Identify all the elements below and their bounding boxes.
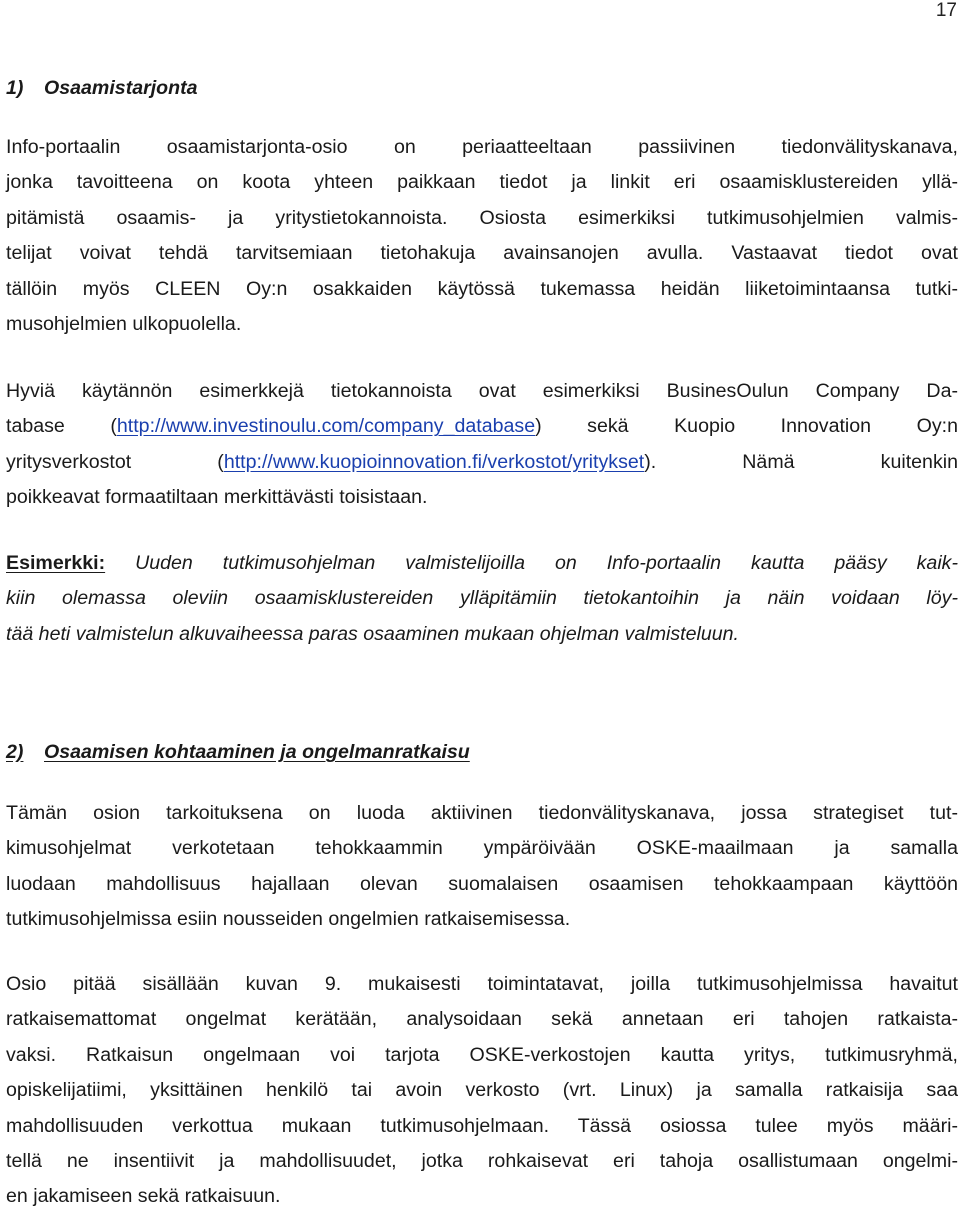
paragraph-line: tellä ne insentiivit ja mahdollisuudet, jotka rohkaisevat eri tahoja osallistumaan ongelmi- — [6, 1149, 958, 1172]
paragraph-line: vaksi. Ratkaisun ongelmaan voi tarjota OSKE-verkostojen kautta yritys, tutkimusryhmä, — [6, 1043, 958, 1066]
paragraph-line: tutkimusohjelmissa esiin nousseiden ongelmien ratkaisemisessa. — [6, 908, 571, 931]
paragraph-line: luodaan mahdollisuus hajallaan olevan suomalaisen osaamisen tehokkaampaan käyttöön — [6, 872, 958, 895]
paragraph-line: musohjelmien ulkopuolella. — [6, 312, 242, 335]
paragraph-line: tällöin myös CLEEN Oy:n osakkaiden käytössä tukemassa heidän liiketoimintaansa tutki- — [6, 277, 958, 300]
paragraph-line — [6, 445, 958, 480]
paragraph-line: tää heti valmistelun alkuvaiheessa paras osaaminen mukaan ohjelman valmisteluun. — [6, 622, 739, 645]
paragraph-line: en jakamiseen sekä ratkaisuun. — [6, 1185, 281, 1208]
example-paragraph — [6, 546, 958, 652]
text-fragment: tabase ( — [6, 415, 117, 438]
paragraph-line: poikkeavat formaatiltaan merkittävästi toisistaan. — [6, 486, 428, 509]
section-1-title: Osaamistarjonta — [44, 77, 198, 99]
section-2-paragraph-1 — [6, 796, 958, 938]
paragraph-line: opiskelijatiimi, yksittäinen henkilö tai avoin verkosto (vrt. Linux) ja samalla ratkaisija saa — [6, 1079, 958, 1102]
paragraph-line — [6, 409, 958, 444]
section-2-number: 2) — [6, 741, 24, 763]
text-fragment: Uuden tutkimusohjelman valmistelijoilla on Info-portaalin kautta pääsy kaik- — [105, 552, 958, 574]
section-2-heading — [6, 740, 470, 764]
text-fragment: yritysverkostot ( — [6, 450, 224, 473]
kuopioinnovation-network-link[interactable]: http://www.kuopioinnovation.fi/verkostot/yritykset — [223, 450, 645, 473]
paragraph-line: ratkaisemattomat ongelmat kerätään, analysoidaan sekä annetaan eri tahojen ratkaista- — [6, 1008, 958, 1031]
section-2-paragraph-2 — [6, 967, 958, 1215]
paragraph-line: Info-portaalin osaamistarjonta-osio on periaatteeltaan passiivinen tiedonvälityskanava, — [6, 136, 958, 158]
section-1-paragraph-2 — [6, 374, 958, 516]
section-1-heading — [6, 76, 198, 100]
paragraph-line: mahdollisuuden verkottua mukaan tutkimusohjelmaan. Tässä osiossa tulee myös määri- — [6, 1114, 958, 1137]
text-fragment: ) sekä Kuopio Innovation Oy:n — [535, 415, 958, 438]
example-label: Esimerkki: — [6, 552, 106, 574]
paragraph-line: kiin olemassa oleviin osaamisklustereiden ylläpitämiin tietokantoihin ja näin voidaan löy- — [6, 587, 958, 610]
text-fragment: ). Nämä kuitenkin — [644, 450, 958, 473]
paragraph-line: Hyviä käytännön esimerkkejä tietokannoista ovat esimerkiksi BusinesOulun Company Da- — [6, 380, 958, 402]
paragraph-line: kimusohjelmat verkotetaan tehokkaammin ympäröivään OSKE-maailmaan ja samalla — [6, 837, 958, 860]
paragraph-line: telijat voivat tehdä tarvitsemiaan tietohakuja avainsanojen avulla. Vastaavat tiedot ovat — [6, 242, 958, 265]
investinoulu-database-link[interactable]: http://www.investinoulu.com/company_database — [116, 415, 536, 438]
paragraph-line: Osio pitää sisällään kuvan 9. mukaisesti toimintatavat, joilla tutkimusohjelmissa havaitut — [6, 973, 958, 995]
page-number: 17 — [935, 0, 957, 21]
paragraph-line: Tämän osion tarkoituksena on luoda aktiivinen tiedonvälityskanava, jossa strategiset tut- — [6, 802, 958, 824]
paragraph-line: pitämistä osaamis- ja yritystietokannoista. Osiosta esimerkiksi tutkimusohjelmien valmis- — [6, 206, 958, 229]
section-1-number: 1) — [6, 77, 24, 99]
section-1-paragraph-1 — [6, 130, 958, 342]
paragraph-line: jonka tavoitteena on koota yhteen paikkaan tiedot ja linkit eri osaamisklustereiden yllä- — [6, 171, 958, 194]
paragraph-line — [6, 546, 958, 581]
section-2-title: Osaamisen kohtaaminen ja ongelmanratkaisu — [44, 741, 470, 763]
